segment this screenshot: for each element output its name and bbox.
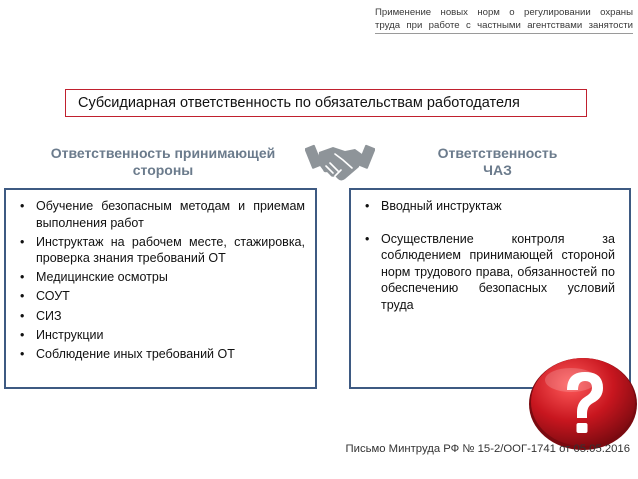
host-party-responsibility-list <box>16 198 305 362</box>
host-party-responsibilities-panel <box>4 188 317 389</box>
slide-title: Субсидиарная ответственность по обязательствам работодателя <box>65 89 587 117</box>
list-item: • СИЗ <box>16 308 305 325</box>
list-item: • СОУТ <box>16 288 305 305</box>
subtitle-line-1: Применение новых норм о регулировании охраны <box>375 7 633 18</box>
header-divider <box>375 33 633 34</box>
source-reference: Письмо Минтруда РФ № 15-2/ООГ-1741 от 05.05.2016 <box>345 443 630 455</box>
subtitle-line-2: труда при работе с частными агентствами занятости <box>375 20 633 31</box>
presentation-subtitle <box>375 6 633 32</box>
question-mark-icon <box>527 352 638 452</box>
list-item: • Осуществление контроля за соблюдением принимающей стороной норм трудового права, обязанностей по обеспечению безопасных условий труда <box>361 231 615 314</box>
list-item: • Инструктаж на рабочем месте, стажировка, проверка знания требований ОТ <box>16 234 305 267</box>
left-column-heading <box>10 145 316 179</box>
list-item: • Медицинские осмотры <box>16 269 305 286</box>
agency-responsibility-list <box>361 198 615 314</box>
list-item: • Инструкции <box>16 327 305 344</box>
left-heading-line-1: Ответственность принимающей <box>50 145 276 161</box>
list-item: • Соблюдение иных требований ОТ <box>16 346 305 363</box>
left-heading-line-2: стороны <box>132 162 194 178</box>
right-heading-line-1: Ответственность <box>437 145 558 161</box>
list-item: • Обучение безопасным методам и приемам выполнения работ <box>16 198 305 231</box>
handshake-icon <box>305 136 375 186</box>
right-column-heading <box>400 145 595 179</box>
list-item: • Вводный инструктаж <box>361 198 615 215</box>
right-heading-line-2: ЧАЗ <box>483 162 512 178</box>
